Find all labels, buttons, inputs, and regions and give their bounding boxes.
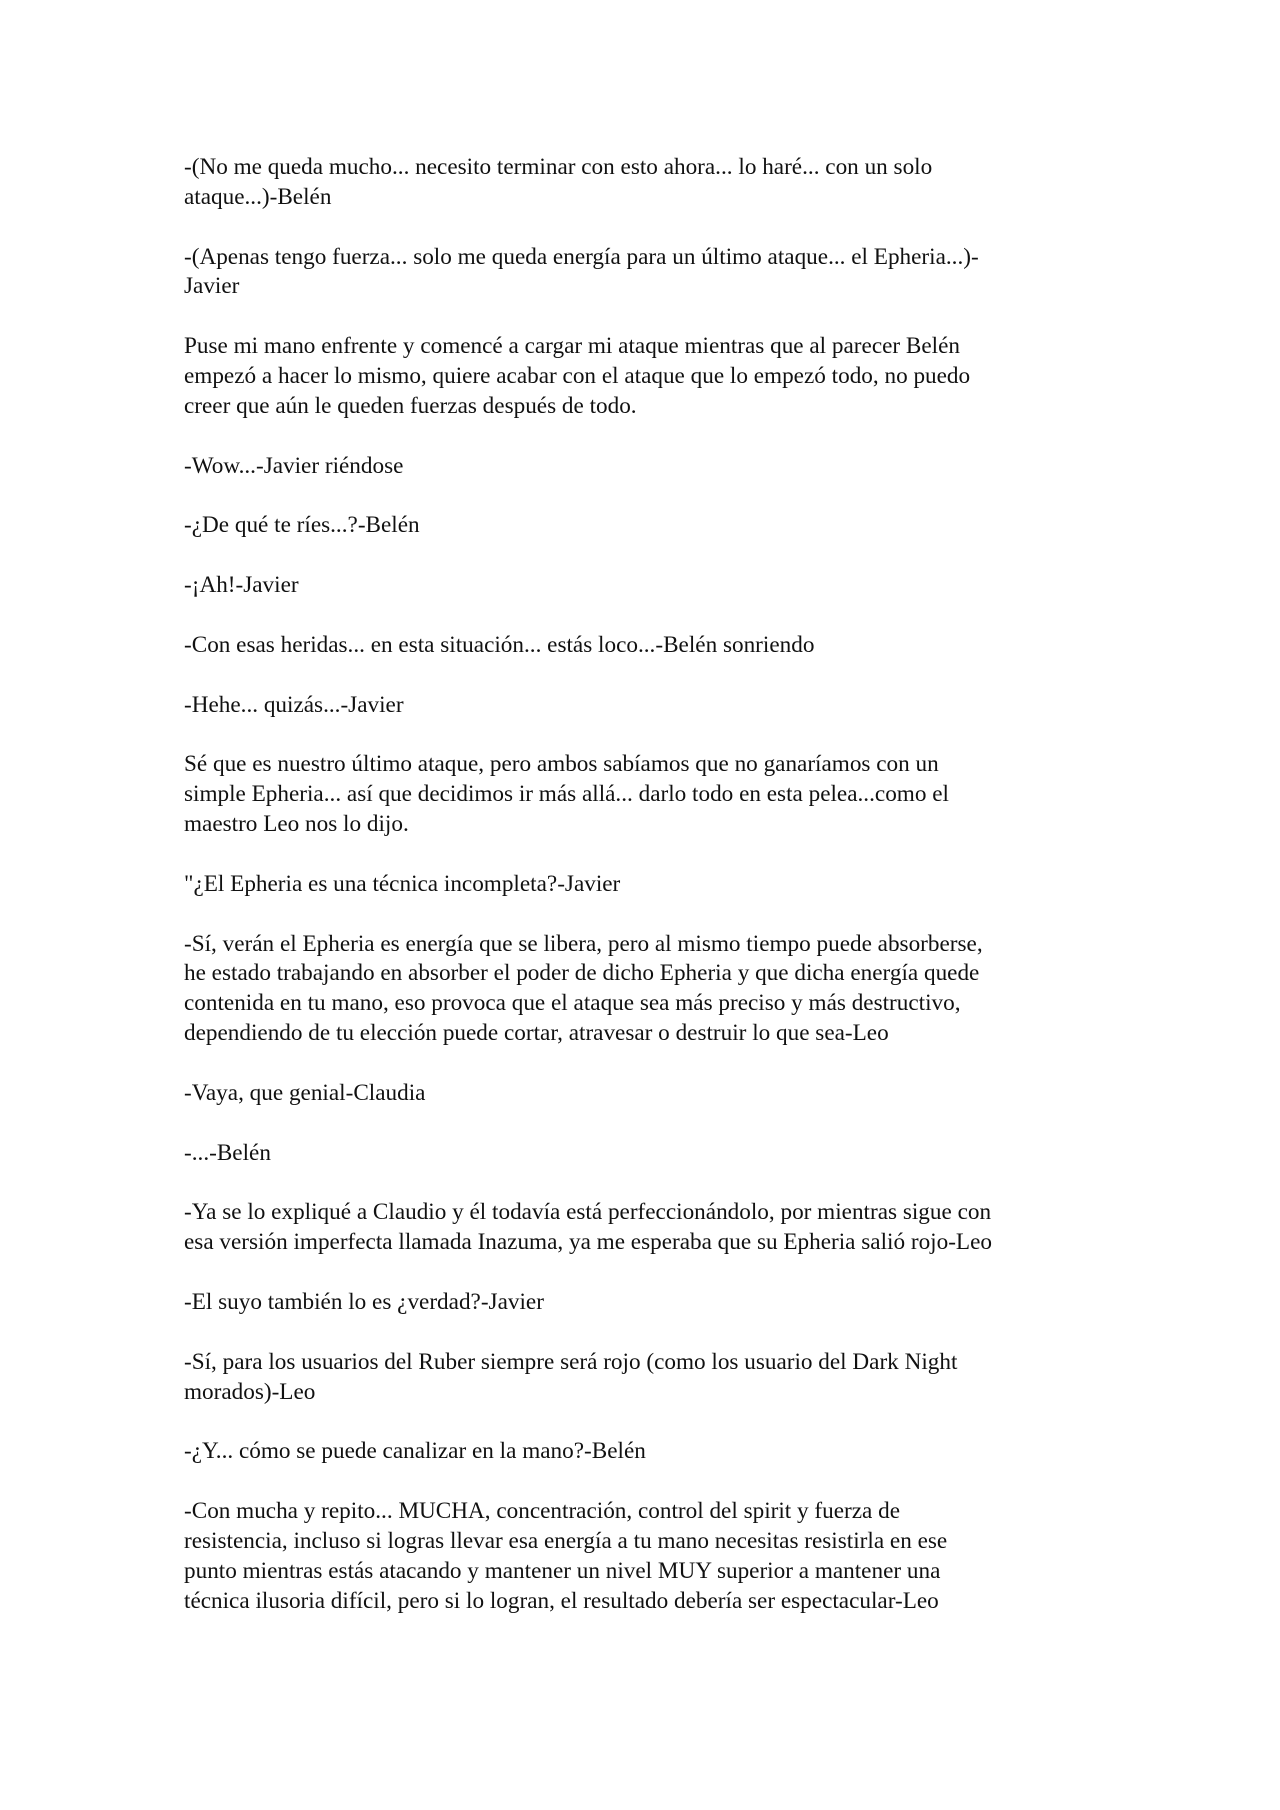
text-line: resistencia, incluso si logras llevar esa energía a tu mano necesitas resistirla en ese xyxy=(184,1527,948,1554)
text-line: -Vaya, que genial-Claudia xyxy=(184,1079,426,1106)
text-line: -Hehe... quizás...-Javier xyxy=(184,691,404,718)
paragraph xyxy=(184,930,1094,1050)
paragraph xyxy=(184,1288,1094,1318)
paragraph xyxy=(184,243,1094,303)
paragraph xyxy=(184,691,1094,721)
text-line: -Con esas heridas... en esta situación... estás loco...-Belén sonriendo xyxy=(184,631,815,658)
text-line: -¿De qué te ríes...?-Belén xyxy=(184,512,420,539)
text-line: Puse mi mano enfrente y comencé a cargar mi ataque mientras que al parecer Belén xyxy=(184,333,960,360)
paragraph xyxy=(184,511,1094,541)
paragraph xyxy=(184,1079,1094,1109)
paragraph xyxy=(184,153,1094,213)
text-line: dependiendo de tu elección puede cortar, atravesar o destruir lo que sea-Leo xyxy=(184,1020,889,1047)
text-line: técnica ilusoria difícil, pero si lo logran, el resultado debería ser espectacular-Leo xyxy=(184,1587,939,1614)
text-line: -Sí, para los usuarios del Ruber siempre será rojo (como los usuario del Dark Night xyxy=(184,1348,958,1375)
paragraph xyxy=(184,1437,1094,1467)
paragraph xyxy=(184,332,1094,422)
text-line: -(No me queda mucho... necesito terminar con esto ahora... lo haré... con un solo xyxy=(184,154,933,180)
paragraph xyxy=(184,1198,1094,1258)
text-line: contenida en tu mano, eso provoca que el ataque sea más preciso y más destructivo, xyxy=(184,990,961,1017)
text-line: "¿El Epheria es una técnica incompleta?-Javier xyxy=(184,870,621,897)
text-line: -Ya se lo expliqué a Claudio y él todavía está perfeccionándolo, por mientras sigue con xyxy=(184,1199,992,1226)
text-line: Sé que es nuestro último ataque, pero ambos sabíamos que no ganaríamos con un xyxy=(184,751,939,778)
text-line: he estado trabajando en absorber el poder de dicho Epheria y que dicha energía quede xyxy=(184,960,980,987)
text-line: maestro Leo nos lo dijo. xyxy=(184,811,409,838)
paragraph xyxy=(184,631,1094,661)
paragraph xyxy=(184,571,1094,601)
text-line: empezó a hacer lo mismo, quiere acabar con el ataque que lo empezó todo, no puedo xyxy=(184,363,971,390)
text-line: -(Apenas tengo fuerza... solo me queda energía para un último ataque... el Epheria...)- xyxy=(184,243,979,270)
paragraph xyxy=(184,870,1094,900)
text-line: ataque...)-Belén xyxy=(184,183,332,210)
text-line: -...-Belén xyxy=(184,1139,271,1166)
text-line: punto mientras estás atacando y mantener un nivel MUY superior a mantener una xyxy=(184,1557,941,1584)
document-body xyxy=(184,153,1094,1646)
text-line: -Sí, verán el Epheria es energía que se libera, pero al mismo tiempo puede absorberse, xyxy=(184,930,983,957)
paragraph xyxy=(184,1348,1094,1408)
text-line: Javier xyxy=(184,273,240,300)
text-line: morados)-Leo xyxy=(184,1378,316,1405)
paragraph xyxy=(184,750,1094,840)
text-line: -Con mucha y repito... MUCHA, concentración, control del spirit y fuerza de xyxy=(184,1498,901,1525)
text-line: -Wow...-Javier riéndose xyxy=(184,452,404,479)
text-line: creer que aún le queden fuerzas después de todo. xyxy=(184,392,637,419)
paragraph xyxy=(184,1139,1094,1169)
paragraph xyxy=(184,1497,1094,1617)
text-line: simple Epheria... así que decidimos ir más allá... darlo todo en esta pelea...como el xyxy=(184,781,949,808)
paragraph xyxy=(184,452,1094,482)
text-line: esa versión imperfecta llamada Inazuma, ya me esperaba que su Epheria salió rojo-Leo xyxy=(184,1229,992,1256)
text-line: -¡Ah!-Javier xyxy=(184,572,299,599)
text-line: -El suyo también lo es ¿verdad?-Javier xyxy=(184,1289,544,1316)
text-line: -¿Y... cómo se puede canalizar en la mano?-Belén xyxy=(184,1438,646,1465)
